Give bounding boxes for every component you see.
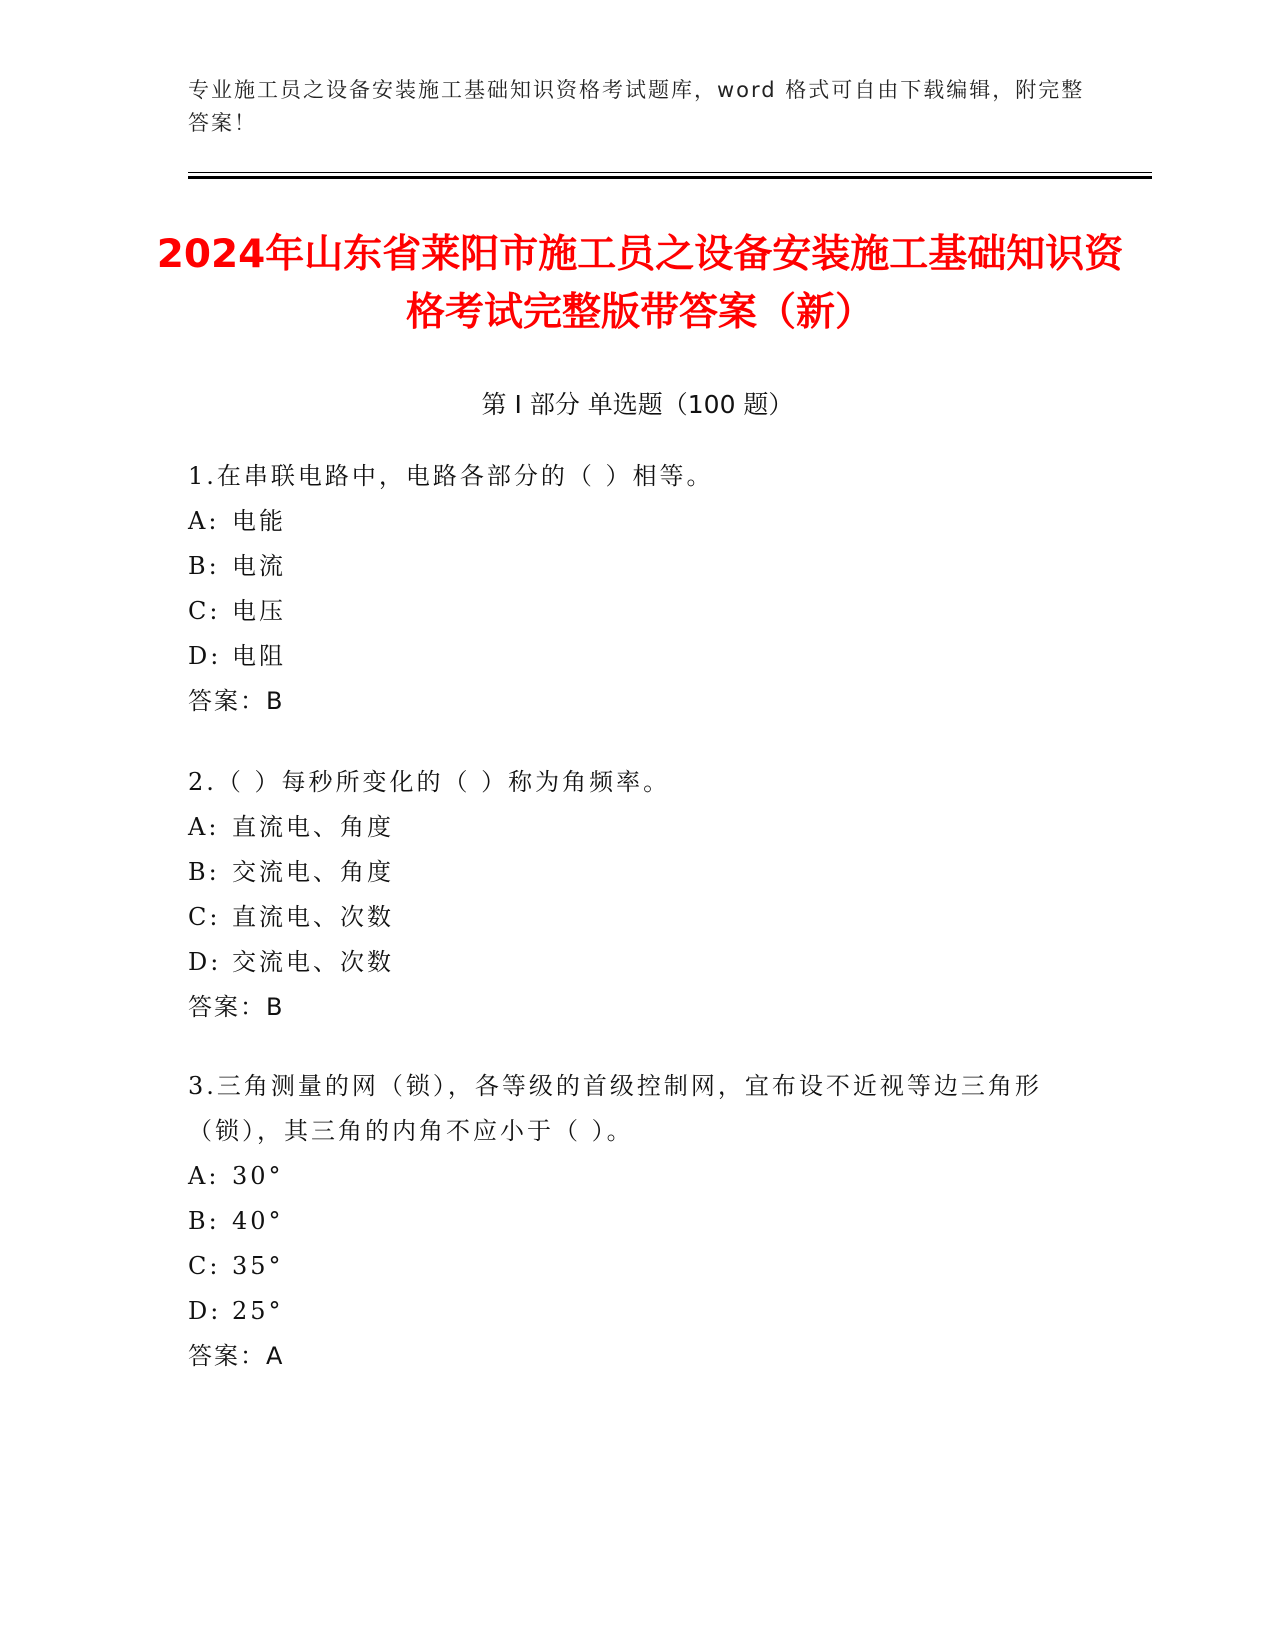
document-title: 2024年山东省莱阳市施工员之设备安装施工基础知识资格考试完整版带答案（新）	[156, 232, 1124, 335]
question-3	[188, 1064, 1088, 1379]
option-text: 25°	[232, 1297, 284, 1325]
question-stem: 3.三角测量的网（锁），各等级的首级控制网，宜布设不近视等边三角形（锁），其三角的内角不应小于（ ）。	[188, 1072, 1042, 1145]
option-text: 交流电、次数	[232, 948, 394, 976]
option-text: 交流电、角度	[232, 858, 394, 886]
header-divider-thin	[188, 172, 1152, 173]
option-text: 电流	[232, 552, 286, 580]
option-d	[188, 1289, 1088, 1334]
option-b	[188, 544, 1088, 589]
option-d	[188, 634, 1088, 679]
option-text: 30°	[232, 1162, 284, 1190]
option-text: 直流电、次数	[232, 903, 394, 931]
option-letter: D:	[188, 1297, 222, 1325]
option-c	[188, 1244, 1088, 1289]
option-text: 电阻	[232, 642, 286, 670]
question-2	[188, 760, 1088, 1030]
option-text: 电能	[232, 507, 286, 535]
question-stem: 1.在串联电路中，电路各部分的（ ）相等。	[188, 462, 714, 490]
header-note: 专业施工员之设备安装施工基础知识资格考试题库，word 格式可自由下载编辑，附完整答案！	[188, 78, 1085, 135]
option-letter: D:	[188, 948, 222, 976]
option-letter: C:	[188, 903, 221, 931]
answer: 答案：B	[188, 687, 285, 715]
option-a	[188, 499, 1088, 544]
option-d	[188, 940, 1088, 985]
header-divider-thick	[188, 176, 1152, 179]
option-letter: C:	[188, 1252, 221, 1280]
option-text: 直流电、角度	[232, 813, 394, 841]
option-text: 40°	[232, 1207, 284, 1235]
option-letter: A:	[188, 813, 220, 841]
section-heading: 第 I 部分 单选题（100 题）	[481, 390, 794, 419]
option-letter: B:	[188, 1207, 220, 1235]
option-letter: A:	[188, 507, 220, 535]
option-c	[188, 895, 1088, 940]
option-b	[188, 1199, 1088, 1244]
option-b	[188, 850, 1088, 895]
option-c	[188, 589, 1088, 634]
answer: 答案：B	[188, 993, 285, 1021]
option-a	[188, 805, 1088, 850]
option-letter: B:	[188, 858, 220, 886]
option-text: 35°	[232, 1252, 284, 1280]
option-a	[188, 1154, 1088, 1199]
option-letter: C:	[188, 597, 221, 625]
question-stem: 2.（ ）每秒所变化的（ ）称为角频率。	[188, 768, 671, 796]
option-text: 电压	[232, 597, 286, 625]
option-letter: D:	[188, 642, 222, 670]
option-letter: A:	[188, 1162, 220, 1190]
answer: 答案：A	[188, 1342, 285, 1370]
question-1	[188, 454, 1088, 724]
option-letter: B:	[188, 552, 220, 580]
